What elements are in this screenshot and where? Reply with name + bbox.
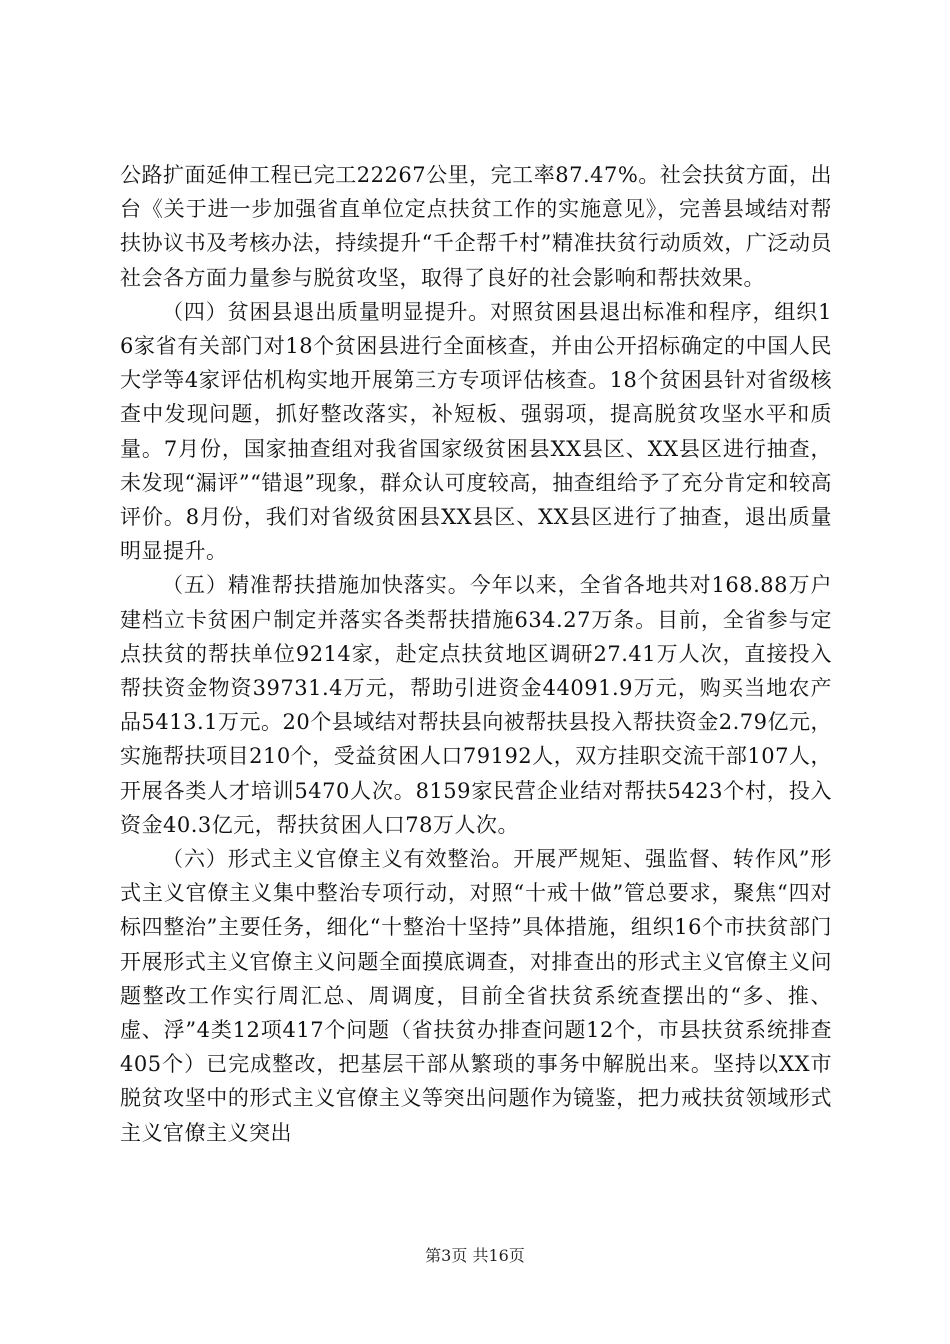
paragraph-continuation: 公路扩面延伸工程已完工22267公里，完工率87.47%。社会扶贫方面，出台《关于进一步加强省直单位定点扶贫工作的实施意见》，完善县域结对帮扶协议书及考核办法，持续提升“千企帮千村”精准扶贫行动质效，广泛动员社会各方面力量参与脱贫攻坚，取得了良好的社会影响和帮扶效果。	[120, 163, 832, 290]
document-body	[120, 158, 832, 1150]
paragraph-section-5: （五）精准帮扶措施加快落实。今年以来，全省各地共对168.88万户建档立卡贫困户制定并落实各类帮扶措施634.27万条。目前，全省参与定点扶贫的帮扶单位9214家，赴定点扶贫地区调研27.41万人次，直接投入帮扶资金物资39731.4万元，帮助引进资金44091.9万元，购买当地农产品5413.1万元。20个县域结对帮扶县向被帮扶县投入帮扶资金2.79亿元，实施帮扶项目210个，受益贫困人口79192人，双方挂职交流干部107人，开展各类人才培训5470人次。8159家民营企业结对帮扶5423个村，投入资金40.3亿元，帮扶贫困人口78万人次。	[120, 573, 832, 837]
paragraph-section-6: （六）形式主义官僚主义有效整治。开展严规矩、强监督、转作风”形式主义官僚主义集中整治专项行动，对照“十戒十做”管总要求，聚焦“四对标四整治”主要任务，细化“十整治十坚持”具体措施，组织16个市扶贫部门开展形式主义官僚主义问题全面摸底调查，对排查出的形式主义官僚主义问题整改工作实行周汇总、周调度，目前全省扶贫系统查摆出的“多、推、虚、浮”4类12项417个问题（省扶贫办排查问题12个，市县扶贫系统排查405个）已完成整改，把基层干部从繁琐的事务中解脱出来。坚持以XX市脱贫攻坚中的形式主义官僚主义等突出问题作为镜鉴，把力戒扶贫领域形式主义官僚主义突出	[120, 847, 832, 1145]
paragraph-section-4: （四）贫困县退出质量明显提升。对照贫困县退出标准和程序，组织16家省有关部门对18个贫困县进行全面核查，并由公开招标确定的中国人民大学等4家评估机构实地开展第三方专项评估核查。18个贫困县针对省级核查中发现问题，抓好整改落实，补短板、强弱项，提高脱贫攻坚水平和质量。7月份，国家抽查组对我省国家级贫困县XX县区、XX县区进行抽查，未发现“漏评”“错退”现象，群众认可度较高，抽查组给予了充分肯定和较高评价。8月份，我们对省级贫困县XX县区、XX县区进行了抽查，退出质量明显提升。	[120, 299, 832, 564]
page-number-footer: 第3页 共16页	[425, 1246, 525, 1265]
